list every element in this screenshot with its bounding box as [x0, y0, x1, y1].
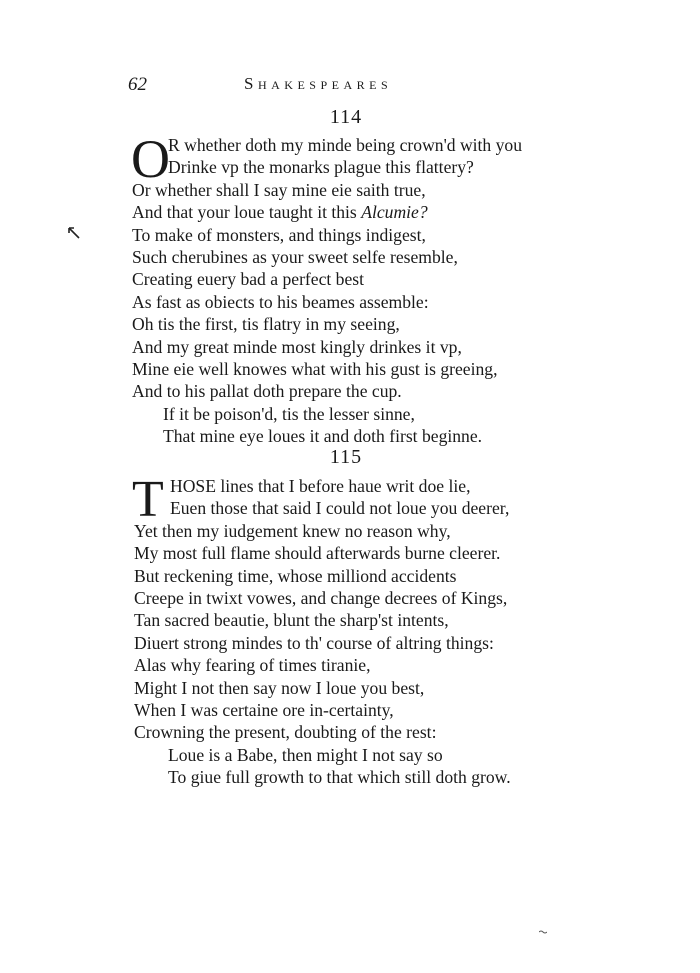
- poem-line: [132, 201, 522, 223]
- poem-line: Alas why fearing of times tiranie,: [134, 655, 371, 676]
- poem-line: My most full flame should afterwards burne cleerer.: [134, 543, 501, 564]
- poem-line: Crowning the present, doubting of the rest:: [134, 722, 437, 743]
- sonnet-115: [132, 471, 511, 788]
- poem-line: Creepe in twixt vowes, and change decrees of Kings,: [134, 587, 508, 608]
- running-title: Shakespeares: [244, 74, 393, 93]
- poem-line-text: And that your loue taught it this: [132, 202, 357, 223]
- poem-line: Loue is a Babe, then might I not say so: [168, 744, 443, 765]
- poem-line: Might I not then say now I loue you best,: [134, 677, 425, 698]
- poem-line: Drinke vp the monarks plague this flattery?: [168, 157, 474, 178]
- poem-line: That mine eye loues it and doth first beginne.: [163, 426, 483, 447]
- poem-line: Tan sacred beautie, blunt the sharp'st intents,: [134, 610, 449, 631]
- poem-line: But reckening time, whose milliond accidents: [134, 565, 457, 586]
- poem-line: R whether doth my minde being crown'd with you: [168, 135, 523, 155]
- italic-word: Alcumie?: [361, 202, 428, 223]
- drop-cap: O: [131, 129, 170, 189]
- poem-line: And to his pallat doth prepare the cup.: [132, 381, 402, 402]
- poem-line: Oh tis the first, tis flatry in my seeing,: [132, 314, 400, 335]
- poem-line: To giue full growth to that which still doth grow.: [168, 767, 511, 788]
- poem-line: Yet then my iudgement knew no reason why,: [134, 520, 451, 541]
- drop-cap: T: [132, 471, 164, 528]
- poem-line: Diuert strong mindes to th' course of altring things:: [134, 632, 494, 653]
- page-number: 62: [128, 74, 147, 95]
- poem-line: When I was certaine ore in-certainty,: [134, 699, 394, 720]
- poem-line: To make of monsters, and things indigest,: [132, 224, 426, 245]
- poem-line: As fast as obiects to his beames assemble:: [132, 291, 429, 312]
- poem-line: And my great minde most kingly drinkes it vp,: [132, 336, 462, 357]
- poem-line: Or whether shall I say mine eie saith true,: [132, 179, 426, 200]
- poem-line: Euen those that said I could not loue you deerer,: [170, 498, 510, 519]
- running-head: [128, 74, 558, 100]
- poem-line: Such cherubines as your sweet selfe resemble,: [132, 246, 458, 267]
- arrow-mark-icon: [67, 226, 81, 240]
- tilde-mark-icon: [539, 930, 547, 934]
- sonnet-number: 114: [329, 106, 363, 128]
- sonnet-114: [131, 129, 523, 447]
- sonnet-number: 115: [329, 446, 363, 468]
- poem-line: If it be poison'd, tis the lesser sinne,: [163, 403, 415, 424]
- poem-line: HOSE lines that I before haue writ doe lie,: [170, 476, 471, 496]
- poem-line: Creating euery bad a perfect best: [132, 269, 365, 290]
- poem-line: Mine eie well knowes what with his gust is greeing,: [132, 358, 498, 379]
